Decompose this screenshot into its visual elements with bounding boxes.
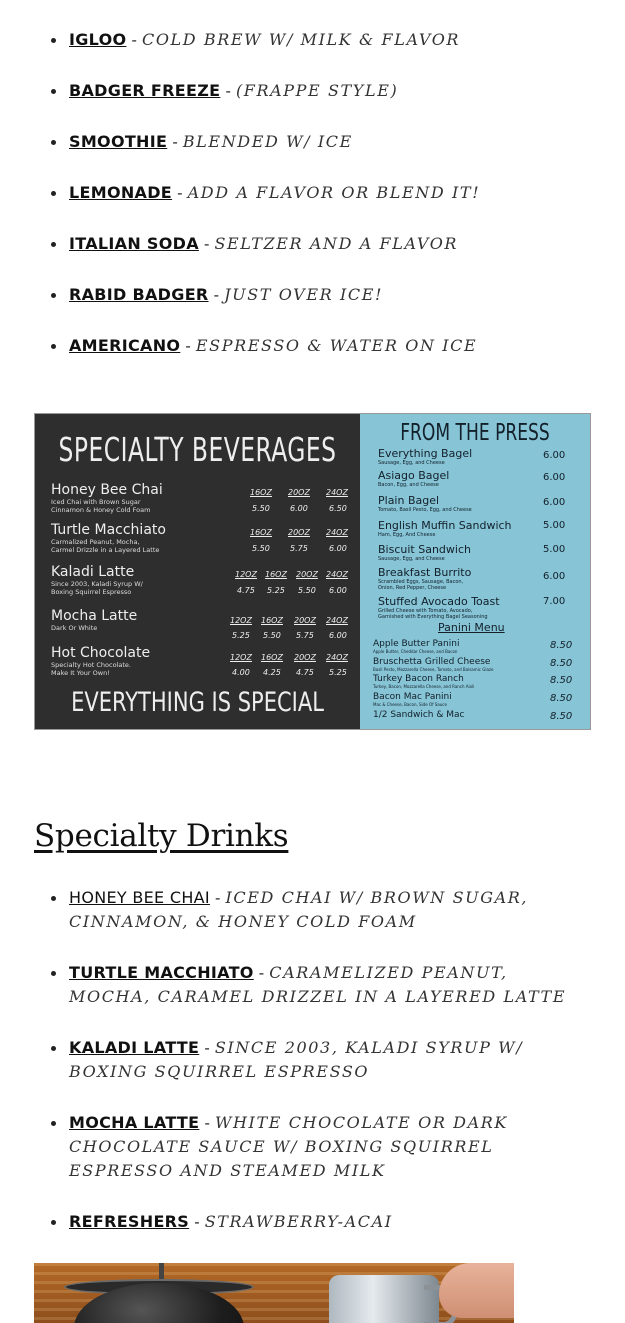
panini-sub: Mac & Cheese, Bacon, Side Of Sauce xyxy=(373,702,447,707)
price-label: 6.00 xyxy=(290,504,308,513)
list-item: SMOOTHIE - BLENDED W/ ICE xyxy=(0,130,625,154)
press-item-name: Breakfast Burrito xyxy=(378,566,472,579)
panini-sub: Basil Pesto, Mozzarella Cheese, Tomato, and Balsamic Glaze xyxy=(373,667,494,672)
panini-item xyxy=(373,657,573,672)
board-beverage xyxy=(51,564,143,596)
size-label: 24OZ xyxy=(326,616,348,625)
panini-name: Turkey Bacon Ranch xyxy=(373,674,464,684)
price-label: 6.00 xyxy=(329,631,347,640)
panini-item xyxy=(373,674,573,689)
price-label: 4.25 xyxy=(263,668,281,677)
list-item: REFRESHERS - STRAWBERRY-ACAI xyxy=(0,1210,625,1234)
press-item-name: Everything Bagel xyxy=(378,447,473,460)
panini-price: 8.50 xyxy=(550,658,573,669)
menu-board-image xyxy=(34,413,591,730)
drink-description: STRAWBERRY-ACAI xyxy=(204,1212,393,1231)
price-label: 5.25 xyxy=(329,668,347,677)
press-item-sub: Grilled Cheese with Tomato, Avocado, Garnished with Everything Bagel Seasoning xyxy=(378,608,488,620)
size-label: 20OZ xyxy=(296,570,318,579)
price-label: 4.00 xyxy=(232,668,250,677)
press-item xyxy=(378,447,578,466)
press-item xyxy=(378,469,578,488)
press-item-sub: Tomato, Basil Pesto, Egg, and Cheese xyxy=(378,507,472,513)
beverage-name: Turtle Macchiato xyxy=(51,522,166,538)
beverage-sub: Since 2003, Kaladi Syrup W/ xyxy=(51,580,143,588)
drink-name-link[interactable]: ITALIAN SODA xyxy=(69,234,199,253)
press-item-price: 5.00 xyxy=(543,544,566,555)
press-item-name: Asiago Bagel xyxy=(378,469,450,482)
panini-name: Apple Butter Panini xyxy=(373,639,460,649)
board-beverage xyxy=(51,608,137,632)
beverage-name: Honey Bee Chai xyxy=(51,482,163,498)
drink-name-link[interactable]: REFRESHERS xyxy=(69,1212,190,1231)
beverage-sub: Make It Your Own! xyxy=(51,669,110,677)
panini-name: Bruschetta Grilled Cheese xyxy=(373,657,491,667)
press-item-price: 6.00 xyxy=(543,571,566,582)
press-item-sub: Ham, Egg, And Cheese xyxy=(378,532,436,538)
board-title: SPECIALTY BEVERAGES xyxy=(58,432,337,470)
size-label: 20OZ xyxy=(294,653,316,662)
price-label: 4.75 xyxy=(237,586,255,595)
size-label: 16OZ xyxy=(250,488,272,497)
size-label: 24OZ xyxy=(326,528,348,537)
drink-description: ADD A FLAVOR OR BLEND IT! xyxy=(187,183,481,202)
size-label: 24OZ xyxy=(326,653,348,662)
panini-price: 8.50 xyxy=(550,640,573,651)
size-label: 16OZ xyxy=(265,570,287,579)
drink-name-link[interactable]: LEMONADE xyxy=(69,183,173,202)
beverage-sub: Carmalized Peanut, Mocha, xyxy=(51,538,140,546)
press-title: FROM THE PRESS xyxy=(400,419,550,447)
beverage-name: Mocha Latte xyxy=(51,608,138,624)
press-item-name: Biscuit Sandwich xyxy=(378,543,471,556)
press-item-price: 6.00 xyxy=(543,497,566,508)
size-label: 16OZ xyxy=(261,653,283,662)
size-label: 16OZ xyxy=(261,616,283,625)
section-heading: Specialty Drinks xyxy=(34,818,289,854)
beverage-sub: Carmel Drizzle in a Layered Latte xyxy=(51,546,160,554)
price-label: 5.50 xyxy=(263,631,281,640)
drink-name-link[interactable]: MOCHA LATTE xyxy=(69,1113,200,1132)
board-beverage xyxy=(51,645,150,677)
drink-description: SELTZER AND A FLAVOR xyxy=(214,234,459,253)
list-item: KALADI LATTE - SINCE 2003, KALADI SYRUP W/ BOXING SQUIRREL ESPRESSO xyxy=(0,1036,625,1084)
board-footer: EVERYTHING IS SPECIAL xyxy=(71,687,324,717)
drink-description: WHITE CHOCOLATE OR DARK CHOCOLATE SAUCE W/ BOXING SQUIRREL ESPRESSO AND STEAMED MILK xyxy=(69,1113,508,1180)
specialty-beverages-panel xyxy=(35,414,360,729)
size-label: 20OZ xyxy=(294,616,316,625)
press-item-name: English Muffin Sandwich xyxy=(378,519,512,532)
size-label: 20OZ xyxy=(288,488,310,497)
beverage-name: Hot Chocolate xyxy=(51,645,151,661)
drink-description: BLENDED W/ ICE xyxy=(182,132,353,151)
press-item xyxy=(378,543,578,562)
drink-description: (FRAPPE STYLE) xyxy=(235,81,399,100)
drink-name-link[interactable]: TURTLE MACCHIATO xyxy=(69,963,254,982)
size-label: 12OZ xyxy=(230,653,252,662)
price-label: 5.75 xyxy=(290,544,308,553)
press-item-name: Plain Bagel xyxy=(378,494,440,507)
drink-name-link[interactable]: SMOOTHIE xyxy=(69,132,168,151)
panini-price: 8.50 xyxy=(550,675,573,686)
list-item: RABID BADGER - JUST OVER ICE! xyxy=(0,283,625,307)
beverage-sub: Iced Chai with Brown Sugar xyxy=(51,498,141,506)
drink-name-link[interactable]: BADGER FREEZE xyxy=(69,81,221,100)
drink-description: SINCE 2003, KALADI SYRUP W/ BOXING SQUIRREL ESPRESSO xyxy=(69,1038,524,1081)
size-label: 12OZ xyxy=(235,570,257,579)
list-item: BADGER FREEZE - (FRAPPE STYLE) xyxy=(0,79,625,103)
price-label: 6.00 xyxy=(329,544,347,553)
panini-item xyxy=(373,639,573,654)
price-label: 6.00 xyxy=(329,586,347,595)
price-label: 5.25 xyxy=(267,586,285,595)
coffee-photo xyxy=(34,1263,514,1323)
size-label: 24OZ xyxy=(326,570,348,579)
drink-description: ESPRESSO & WATER ON ICE xyxy=(195,336,478,355)
price-label: 5.25 xyxy=(232,631,250,640)
specialty-drink-list xyxy=(0,886,625,1261)
beverage-sub: Boxing Squirrel Espresso xyxy=(51,588,132,596)
list-item: LEMONADE - ADD A FLAVOR OR BLEND IT! xyxy=(0,181,625,205)
press-item xyxy=(378,494,578,513)
drink-description: CARAMELIZED PEANUT, MOCHA, CARAMEL DRIZZEL IN A LAYERED LATTE xyxy=(69,963,567,1006)
press-item-price: 6.00 xyxy=(543,472,566,483)
price-label: 5.75 xyxy=(296,631,314,640)
panini-price: 8.50 xyxy=(550,693,573,704)
drink-description: JUST OVER ICE! xyxy=(224,285,384,304)
press-item-sub: Sausage, Egg, and Cheese xyxy=(378,556,445,562)
drink-name-link[interactable]: IGLOO xyxy=(69,30,127,49)
board-beverage xyxy=(51,482,163,514)
panini-price: 8.50 xyxy=(550,711,573,722)
beverage-sub: Cinnamon & Honey Cold Foam xyxy=(51,506,151,514)
price-label: 5.50 xyxy=(252,544,270,553)
list-item: AMERICANO - ESPRESSO & WATER ON ICE xyxy=(0,334,625,358)
size-label: 12OZ xyxy=(230,616,252,625)
press-item-price: 5.00 xyxy=(543,520,566,531)
list-item: MOCHA LATTE - WHITE CHOCOLATE OR DARK CHOCOLATE SAUCE W/ BOXING SQUIRREL ESPRESSO AND STEAMED MILK xyxy=(0,1111,625,1183)
press-item xyxy=(378,595,578,620)
panini-menu-title: Panini Menu xyxy=(438,621,505,634)
press-item-price: 6.00 xyxy=(543,450,566,461)
price-label: 4.75 xyxy=(296,668,314,677)
press-item-sub: Sausage, Egg, and Cheese xyxy=(378,460,445,466)
press-item-price: 7.00 xyxy=(543,596,566,607)
list-item: ITALIAN SODA - SELTZER AND A FLAVOR xyxy=(0,232,625,256)
panini-name: Bacon Mac Panini xyxy=(373,692,452,702)
from-the-press-panel xyxy=(360,414,590,729)
drink-name-link[interactable]: RABID BADGER xyxy=(69,285,209,304)
drink-name-link[interactable]: AMERICANO xyxy=(69,336,181,355)
size-label: 20OZ xyxy=(288,528,310,537)
board-beverage xyxy=(51,522,166,554)
drink-list xyxy=(0,28,625,385)
panini-name: 1/2 Sandwich & Mac xyxy=(373,710,465,720)
price-label: 6.50 xyxy=(329,504,347,513)
press-item-sub: Bacon, Egg, and Cheese xyxy=(378,482,439,488)
list-item: IGLOO - COLD BREW W/ MILK & FLAVOR xyxy=(0,28,625,52)
panini-item xyxy=(373,692,573,707)
beverage-sub: Specialty Hot Chocolate. xyxy=(51,661,131,669)
press-item-name: Stuffed Avocado Toast xyxy=(378,595,500,608)
size-label: 16OZ xyxy=(250,528,272,537)
beverage-name: Kaladi Latte xyxy=(51,564,135,580)
press-item xyxy=(378,566,578,591)
drink-name-link[interactable]: HONEY BEE CHAI xyxy=(69,888,210,907)
price-label: 5.50 xyxy=(252,504,270,513)
press-item-sub: Scrambled Eggs, Sausage, Bacon, Onion, Red Pepper, Cheese xyxy=(378,579,464,591)
list-item: TURTLE MACCHIATO - CARAMELIZED PEANUT, MOCHA, CARAMEL DRIZZEL IN A LAYERED LATTE xyxy=(0,961,625,1009)
size-label: 24OZ xyxy=(326,488,348,497)
press-item xyxy=(378,519,578,538)
drink-name-link[interactable]: KALADI LATTE xyxy=(69,1038,200,1057)
drink-description: ICED CHAI W/ BROWN SUGAR, CINNAMON, & HONEY COLD FOAM xyxy=(69,888,529,931)
panini-sub: Apple Butter, Cheddar Cheese, and Bacon xyxy=(373,649,458,654)
panini-sub: Turkey, Bacon, Mozzarella Cheese, and Ranch Aioli xyxy=(373,684,475,689)
drink-description: COLD BREW W/ MILK & FLAVOR xyxy=(142,30,461,49)
price-label: 5.50 xyxy=(298,586,316,595)
list-item: HONEY BEE CHAI - ICED CHAI W/ BROWN SUGAR, CINNAMON, & HONEY COLD FOAM xyxy=(0,886,625,934)
panini-item xyxy=(373,710,573,720)
beverage-sub: Dark Or White xyxy=(51,624,98,632)
